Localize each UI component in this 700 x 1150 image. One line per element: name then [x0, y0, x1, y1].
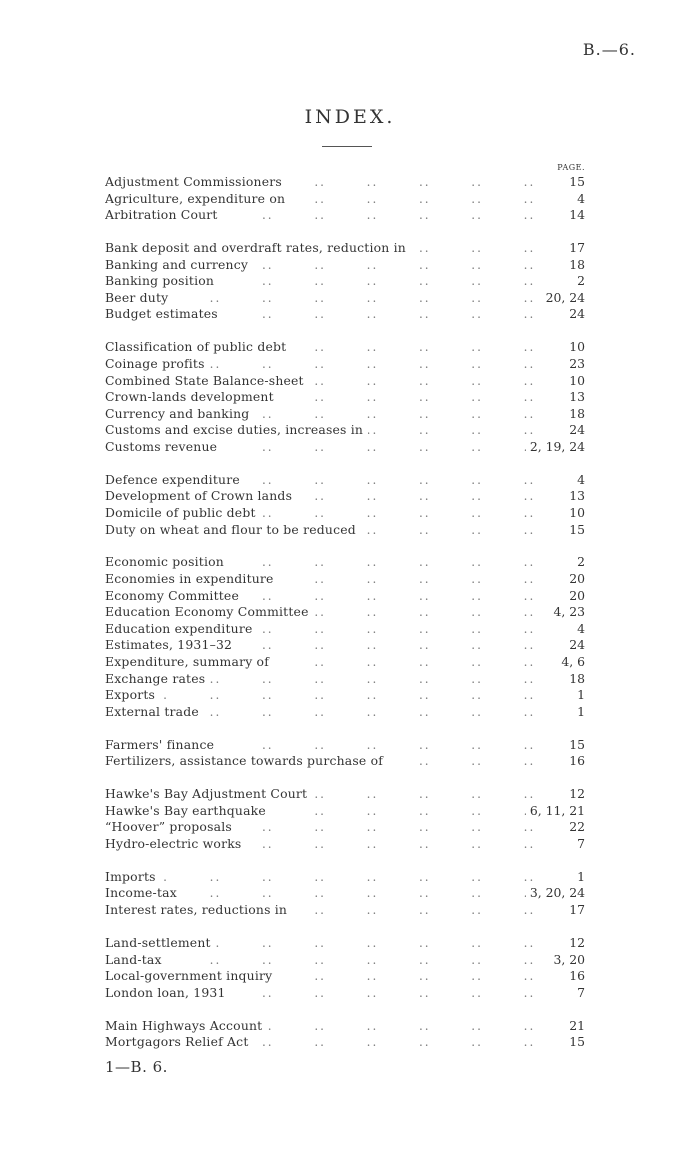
index-entry-label: Land-tax: [105, 952, 167, 967]
index-entry-label: Local-government inquiry: [105, 968, 277, 983]
index-entry: [105, 273, 585, 290]
index-entry-page: 10: [565, 339, 585, 356]
index-entry-page: 20: [565, 571, 585, 588]
index-entry-label: Hydro-electric works: [105, 836, 246, 851]
index-group: [105, 554, 585, 720]
index-entry-page: 4, 6: [557, 654, 585, 671]
title-rule: [322, 146, 372, 147]
index-group: [105, 737, 585, 770]
index-entry: [105, 836, 585, 853]
index-entry-page: 16: [565, 968, 585, 985]
index-group: [105, 935, 585, 1001]
index-entry: [105, 472, 585, 489]
index-list: [105, 174, 585, 1067]
index-entry: [105, 1018, 585, 1035]
index-entry-page: 16: [565, 753, 585, 770]
index-entry: [105, 803, 585, 820]
index-entry-label: Mortgagors Relief Act: [105, 1034, 254, 1049]
index-entry: [105, 952, 585, 969]
index-entry: [105, 389, 585, 406]
index-entry: [105, 207, 585, 224]
index-entry-label: Banking and currency: [105, 257, 253, 272]
index-entry-label: Development of Crown lands: [105, 488, 297, 503]
index-entry-label: Combined State Balance-sheet: [105, 373, 309, 388]
index-group: [105, 1018, 585, 1051]
index-entry-label: Hawke's Bay earthquake: [105, 803, 271, 818]
index-entry-label: London loan, 1931: [105, 985, 231, 1000]
index-entry: [105, 737, 585, 754]
index-entry-page: 24: [565, 422, 585, 439]
index-entry: [105, 654, 585, 671]
index-entry: [105, 885, 585, 902]
index-entry-label: Estimates, 1931–32: [105, 637, 237, 652]
index-entry: [105, 819, 585, 836]
index-entry-page: 15: [565, 174, 585, 191]
index-group: [105, 174, 585, 224]
index-entry-page: 17: [565, 240, 585, 257]
index-entry: [105, 339, 585, 356]
index-entry-label: Arbitration Court: [105, 207, 223, 222]
index-entry-page: 20, 24: [542, 290, 585, 307]
index-entry-page: 2, 19, 24: [526, 439, 585, 456]
index-entry-label: Defence expenditure: [105, 472, 245, 487]
index-entry-label: Budget estimates: [105, 306, 223, 321]
index-entry: [105, 191, 585, 208]
index-entry-label: Economy Committee: [105, 588, 244, 603]
index-entry-page: 1: [573, 687, 585, 704]
index-entry-label: Exports: [105, 687, 160, 702]
index-entry-page: 17: [565, 902, 585, 919]
index-entry: [105, 621, 585, 638]
index-entry: [105, 902, 585, 919]
index-entry-label: Economies in expenditure: [105, 571, 279, 586]
footer-signature: 1—B. 6.: [105, 1058, 168, 1076]
index-entry-page: 24: [565, 637, 585, 654]
index-entry-page: 15: [565, 737, 585, 754]
index-entry-label: Crown-lands development: [105, 389, 279, 404]
page-column-heading: PAGE.: [557, 163, 585, 172]
index-entry-page: 2: [573, 554, 585, 571]
index-entry-page: 1: [573, 869, 585, 886]
index-entry-page: 24: [565, 306, 585, 323]
index-entry: [105, 522, 585, 539]
index-entry-page: 14: [565, 207, 585, 224]
index-entry-page: 13: [565, 488, 585, 505]
index-entry: [105, 306, 585, 323]
index-entry-label: External trade: [105, 704, 204, 719]
index-entry-label: Agriculture, expenditure on: [105, 191, 290, 206]
index-entry-page: 15: [565, 522, 585, 539]
index-entry: [105, 753, 585, 770]
index-entry-page: 22: [565, 819, 585, 836]
index-entry-page: 23: [565, 356, 585, 373]
index-entry: [105, 637, 585, 654]
index-entry: [105, 488, 585, 505]
index-entry-page: 21: [565, 1018, 585, 1035]
index-entry: [105, 356, 585, 373]
index-entry-label: Customs and excise duties, increases in: [105, 422, 368, 437]
page-title: INDEX.: [304, 106, 396, 128]
index-entry: [105, 604, 585, 621]
index-entry: [105, 290, 585, 307]
index-entry: [105, 571, 585, 588]
index-group: [105, 786, 585, 852]
index-entry-page: 20: [565, 588, 585, 605]
index-entry-page: 15: [565, 1034, 585, 1051]
index-entry-label: Hawke's Bay Adjustment Court: [105, 786, 312, 801]
index-entry-label: Bank deposit and overdraft rates, reduction in: [105, 240, 411, 255]
index-entry-label: Duty on wheat and flour to be reduced: [105, 522, 361, 537]
index-entry-label: “Hoover” proposals: [105, 819, 237, 834]
index-entry-label: Currency and banking: [105, 406, 254, 421]
index-entry: [105, 968, 585, 985]
index-entry: [105, 588, 585, 605]
index-entry: [105, 985, 585, 1002]
index-entry-page: 7: [573, 985, 585, 1002]
index-entry-page: 18: [565, 671, 585, 688]
index-entry-page: 4: [573, 472, 585, 489]
index-entry-label: Beer duty: [105, 290, 173, 305]
index-entry-label: Imports: [105, 869, 161, 884]
index-entry: [105, 869, 585, 886]
index-entry: [105, 439, 585, 456]
index-entry-page: 7: [573, 836, 585, 853]
index-entry: [105, 373, 585, 390]
index-entry-label: Education expenditure: [105, 621, 257, 636]
index-entry-page: 3, 20: [549, 952, 585, 969]
index-entry-label: Land-settlement: [105, 935, 216, 950]
index-entry-page: 2: [573, 273, 585, 290]
index-entry: [105, 687, 585, 704]
index-entry: [105, 554, 585, 571]
index-entry: [105, 671, 585, 688]
index-entry-page: 10: [565, 505, 585, 522]
index-entry-label: Main Highways Account: [105, 1018, 267, 1033]
index-group: [105, 869, 585, 919]
index-entry: [105, 174, 585, 191]
index-entry: [105, 505, 585, 522]
index-entry-page: 12: [565, 786, 585, 803]
index-entry: [105, 786, 585, 803]
index-entry-label: Expenditure, summary of: [105, 654, 274, 669]
index-entry: [105, 935, 585, 952]
page-reference: B.—6.: [582, 40, 636, 59]
index-entry-label: Customs revenue: [105, 439, 222, 454]
index-entry-label: Classification of public debt: [105, 339, 291, 354]
index-entry-label: Economic position: [105, 554, 229, 569]
index-entry-label: Education Economy Committee: [105, 604, 314, 619]
index-entry: [105, 406, 585, 423]
index-group: [105, 339, 585, 455]
index-entry-page: 12: [565, 935, 585, 952]
index-group: [105, 240, 585, 323]
index-entry-label: Coinage profits: [105, 356, 210, 371]
index-entry-page: 18: [565, 406, 585, 423]
index-entry-page: 4: [573, 621, 585, 638]
index-entry: [105, 704, 585, 721]
index-entry-page: 1: [573, 704, 585, 721]
index-entry-label: Fertilizers, assistance towards purchase of: [105, 753, 388, 768]
index-entry-page: 13: [565, 389, 585, 406]
index-entry: [105, 257, 585, 274]
index-entry: [105, 422, 585, 439]
index-entry-page: 10: [565, 373, 585, 390]
index-entry: [105, 1034, 585, 1051]
index-entry-page: 4: [573, 191, 585, 208]
index-entry-page: 3, 20, 24: [526, 885, 585, 902]
index-entry-label: Interest rates, reductions in: [105, 902, 292, 917]
index-entry-label: Domicile of public debt: [105, 505, 261, 520]
index-entry-label: Exchange rates: [105, 671, 210, 686]
index-entry-label: Adjustment Commissioners: [105, 174, 287, 189]
index-entry-page: 4, 23: [549, 604, 585, 621]
index-entry-label: Farmers' finance: [105, 737, 219, 752]
index-entry: [105, 240, 585, 257]
index-entry-page: 6, 11, 21: [526, 803, 585, 820]
index-entry-page: 18: [565, 257, 585, 274]
index-entry-label: Income-tax: [105, 885, 182, 900]
index-group: [105, 472, 585, 538]
index-entry-label: Banking position: [105, 273, 219, 288]
